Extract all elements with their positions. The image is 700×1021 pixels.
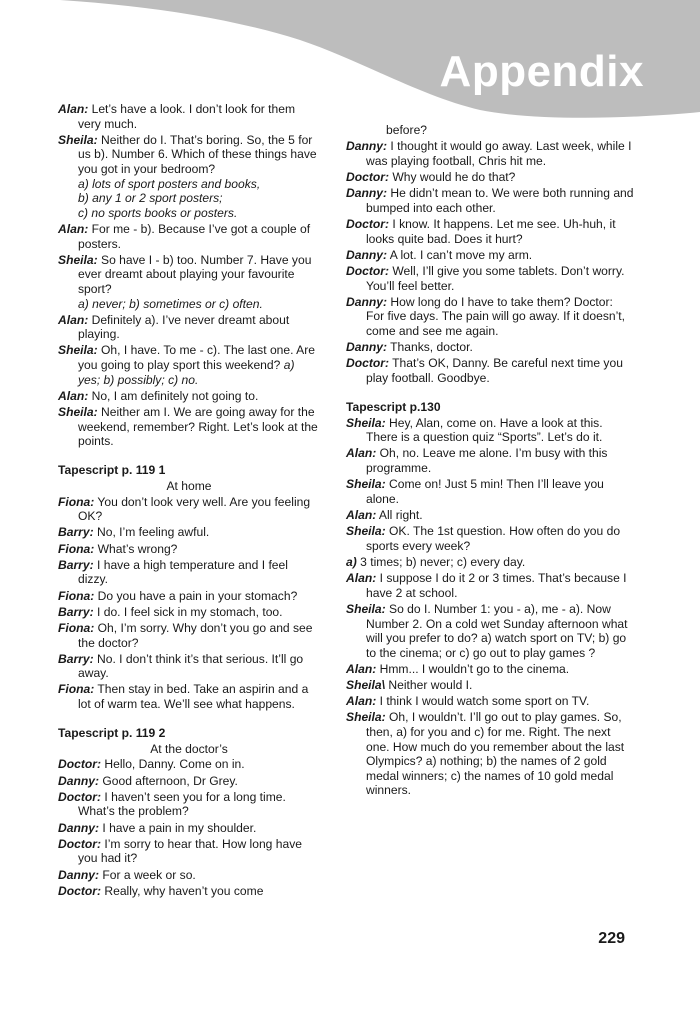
utterance: Do you have a pain in your stomach?	[94, 588, 298, 603]
speaker: Alan:	[346, 446, 377, 461]
speaker: Sheila\	[346, 678, 385, 693]
speaker: Sheila:	[58, 252, 98, 267]
dialogue-line	[58, 558, 320, 587]
utterance: Well, I’ll give you some tablets. Don’t worry. You’ll feel better.	[366, 263, 625, 293]
speaker: Doctor:	[346, 263, 389, 278]
utterance: Why would he do that?	[389, 169, 516, 184]
speaker: Sheila:	[346, 524, 386, 539]
page-title: Appendix	[439, 47, 644, 96]
dialogue-line	[58, 884, 320, 899]
dialogue-line	[58, 682, 320, 711]
speaker: Doctor:	[346, 216, 389, 231]
dialogue-line	[346, 217, 634, 246]
speaker: Doctor:	[58, 883, 101, 898]
speaker: Danny:	[346, 340, 387, 355]
speaker: Fiona:	[58, 541, 95, 556]
utterance: How long do I have to take them? Doctor: For five days. The pain will go away. If it doesn’t, come and see me again.	[366, 294, 626, 338]
speaker: Fiona:	[58, 620, 95, 635]
utterance: So have I - b) too. Number 7. Have you ever dreamt about playing your favourite sport?	[78, 252, 312, 296]
dialogue-quiz-part-1	[58, 102, 320, 449]
speaker: a)	[346, 554, 357, 569]
dialogue-line	[346, 356, 634, 385]
quiz-option: c) no sports books or posters.	[78, 205, 238, 220]
dialogue-line	[58, 525, 320, 540]
dialogue-line	[58, 253, 320, 311]
utterance: No, I am definitely not going to.	[88, 388, 259, 403]
section-heading: Tapescript p. 119 2	[58, 726, 166, 741]
dialogue-line	[58, 821, 320, 836]
utterance: Then stay in bed. Take an aspirin and a lot of warm tea. We’ll see what happens.	[78, 682, 309, 712]
dialogue-line	[58, 837, 320, 866]
speaker: Alan:	[58, 388, 89, 403]
utterance: Hey, Alan, come on. Have a look at this. There is a question quiz “Sports”. Let’s do it.	[366, 415, 603, 445]
dialogue-line	[346, 264, 634, 293]
speaker: Fiona:	[58, 494, 95, 509]
speaker: Danny:	[346, 186, 387, 201]
speaker: Danny:	[346, 247, 387, 262]
utterance: All right.	[376, 507, 423, 522]
page-number: 229	[598, 930, 625, 947]
utterance: Oh, I wouldn’t. I’ll go out to play games. So, then, a) for you and c) for me. Right. The next one. How much do you remember about the last Olympics? a) nothing; b) the names of 2 gold medal winners; c) the names of 10 gold medal winners.	[366, 710, 625, 798]
utterance: I haven’t seen you for a long time. What’s the problem?	[78, 789, 286, 819]
dialogue-line	[58, 589, 320, 604]
utterance: Definitely a). I’ve never dreamt about playing.	[78, 312, 290, 342]
dialogue-line	[58, 133, 320, 221]
dialogue-line	[346, 446, 634, 475]
speaker: Alan:	[346, 507, 377, 522]
utterance: Hmm... I wouldn’t go to the cinema.	[376, 661, 570, 676]
dialogue-line	[346, 678, 634, 693]
dialogue-line	[346, 139, 634, 168]
speaker: Danny:	[58, 820, 99, 835]
speaker: Sheila:	[346, 710, 386, 725]
dialogue-line	[346, 340, 634, 355]
utterance: I know. It happens. Let me see. Uh-huh, it looks quite bad. Does it hurt?	[366, 216, 616, 246]
speaker: Barry:	[58, 604, 94, 619]
speaker: Doctor:	[346, 169, 389, 184]
utterance: No, I’m feeling awful.	[93, 525, 210, 540]
speaker: Alan:	[346, 661, 377, 676]
quiz-option: a) lots of sport posters and books,	[78, 176, 261, 191]
speaker: Sheila:	[346, 477, 386, 492]
quiz-option: a) yes; b) possibly; c) no.	[78, 358, 295, 387]
utterance: That’s OK, Danny. Be careful next time you play football. Goodbye.	[366, 356, 623, 385]
utterance: Hello, Danny. Come on in.	[101, 757, 245, 772]
utterance: Come on! Just 5 min! Then I’ll leave you alone.	[366, 477, 604, 506]
utterance: Oh, I’m sorry. Why don’t you go and see the doctor?	[78, 620, 313, 650]
dialogue-line	[58, 495, 320, 524]
scene-label: At the doctor’s	[150, 741, 228, 756]
dialogue-line	[346, 170, 634, 185]
dialogue-line	[58, 313, 320, 342]
utterance: Really, why haven’t you come	[101, 883, 264, 898]
speaker: Fiona:	[58, 588, 95, 603]
utterance: Let’s have a look. I don’t look for them very much.	[78, 102, 296, 131]
utterance: Oh, no. Leave me alone. I’m busy with this programme.	[366, 446, 608, 475]
section-heading: Tapescript p.130	[346, 400, 441, 415]
speaker: Doctor:	[58, 836, 101, 851]
dialogue-line	[58, 343, 320, 387]
speaker: Danny:	[346, 139, 387, 154]
utterance: Oh, I have. To me - c). The last one. Are you going to play sport this weekend?	[78, 343, 315, 373]
dialogue-line	[58, 222, 320, 251]
utterance: So do I. Number 1: you - a), me - a). Now Number 2. On a cold wet Sunday afternoon what will you prefer to do? a) watch sport on TV; b) go to the cinema; or c) go out to play games ?	[366, 601, 628, 660]
quiz-option: b) any 1 or 2 sport posters;	[78, 191, 223, 206]
utterance: He didn’t mean to. We were both running and bumped into each other.	[366, 186, 634, 215]
dialogue-line	[346, 571, 634, 600]
utterance: A lot. I can’t move my arm.	[387, 247, 533, 262]
tapescript-119-1	[58, 463, 320, 711]
dialogue-line	[346, 694, 634, 709]
speaker: Alan:	[58, 221, 89, 236]
spacer	[346, 387, 634, 400]
dialogue-line	[58, 868, 320, 883]
speaker: Danny:	[58, 773, 99, 788]
utterance: OK. The 1st question. How often do you do sports every week?	[366, 524, 621, 553]
dialogue-line	[58, 790, 320, 819]
tapescript-130	[346, 400, 634, 798]
dialogue-line	[346, 186, 634, 215]
dialogue-line	[58, 605, 320, 620]
dialogue-line	[346, 524, 634, 553]
utterance: I think I would watch some sport on TV.	[376, 694, 590, 709]
dialogue-line	[58, 542, 320, 557]
speaker: Danny:	[346, 294, 387, 309]
dialogue-line	[58, 774, 320, 789]
quiz-option: a) never; b) sometimes or c) often.	[78, 296, 263, 311]
speaker: Danny:	[58, 867, 99, 882]
speaker: Barry:	[58, 651, 94, 666]
utterance: I suppose I do it 2 or 3 times. That’s because I have 2 at school.	[366, 571, 627, 600]
utterance: Good afternoon, Dr Grey.	[99, 773, 238, 788]
continuation-text: before?	[386, 123, 428, 137]
speaker: Sheila:	[346, 601, 386, 616]
tapescript-119-2	[58, 726, 320, 898]
speaker: Fiona:	[58, 682, 95, 697]
speaker: Barry:	[58, 557, 94, 572]
spacer	[58, 450, 320, 463]
utterance: I have a pain in my shoulder.	[99, 820, 257, 835]
dialogue-line	[346, 477, 634, 506]
dialogue-line	[346, 508, 634, 523]
utterance: For a week or so.	[99, 867, 196, 882]
right-column	[346, 123, 634, 800]
utterance: I’m sorry to hear that. How long have you had it?	[78, 836, 302, 866]
dialogue-line	[346, 295, 634, 339]
speaker: Doctor:	[346, 356, 389, 371]
speaker: Sheila:	[58, 132, 98, 147]
dialogue-line	[346, 662, 634, 677]
speaker: Sheila:	[58, 405, 98, 420]
utterance: You don’t look very well. Are you feeling OK?	[78, 494, 311, 524]
utterance: Thanks, doctor.	[387, 340, 473, 355]
utterance: 3 times; b) never; c) every day.	[356, 554, 526, 569]
dialogue-line	[58, 389, 320, 404]
speaker: Doctor:	[58, 757, 101, 772]
dialogue-line	[58, 102, 320, 131]
section-heading: Tapescript p. 119 1	[58, 463, 166, 478]
dialogue-line	[58, 405, 320, 449]
utterance: I thought it would go away. Last week, while I was playing football, Chris hit me.	[366, 139, 632, 168]
utterance: I do. I feel sick in my stomach, too.	[93, 604, 283, 619]
dialogue-doctor-part-2	[346, 139, 634, 385]
utterance: Neither do I. That’s boring. So, the 5 for us b). Number 6. Which of these things have you got in your bedroom?	[78, 132, 317, 176]
dialogue-line	[58, 621, 320, 650]
utterance: What’s wrong?	[94, 541, 178, 556]
speaker: Sheila:	[346, 415, 386, 430]
scene-label: At home	[166, 479, 212, 493]
speaker: Doctor:	[58, 789, 101, 804]
speaker: Alan:	[346, 571, 377, 586]
dialogue-line	[346, 248, 634, 263]
dialogue-line	[346, 602, 634, 660]
utterance: I have a high temperature and I feel dizzy.	[78, 557, 288, 587]
utterance: For me - b). Because I’ve got a couple of posters.	[78, 221, 311, 251]
speaker: Sheila:	[58, 343, 98, 358]
speaker: Alan:	[58, 102, 89, 116]
left-column	[58, 102, 320, 900]
dialogue-line	[58, 757, 320, 772]
utterance: No. I don’t think it’s that serious. It’ll go away.	[78, 651, 304, 681]
dialogue-line	[58, 652, 320, 681]
dialogue-line	[346, 555, 634, 570]
utterance: Neither am I. We are going away for the weekend, remember? Right. Let’s look at the points.	[78, 405, 318, 449]
speaker: Barry:	[58, 525, 94, 540]
speaker: Alan:	[58, 312, 89, 327]
spacer	[58, 713, 320, 726]
speaker: Alan:	[346, 694, 377, 709]
utterance: Neither would I.	[385, 678, 473, 693]
dialogue-line	[346, 416, 634, 445]
dialogue-line	[346, 710, 634, 798]
